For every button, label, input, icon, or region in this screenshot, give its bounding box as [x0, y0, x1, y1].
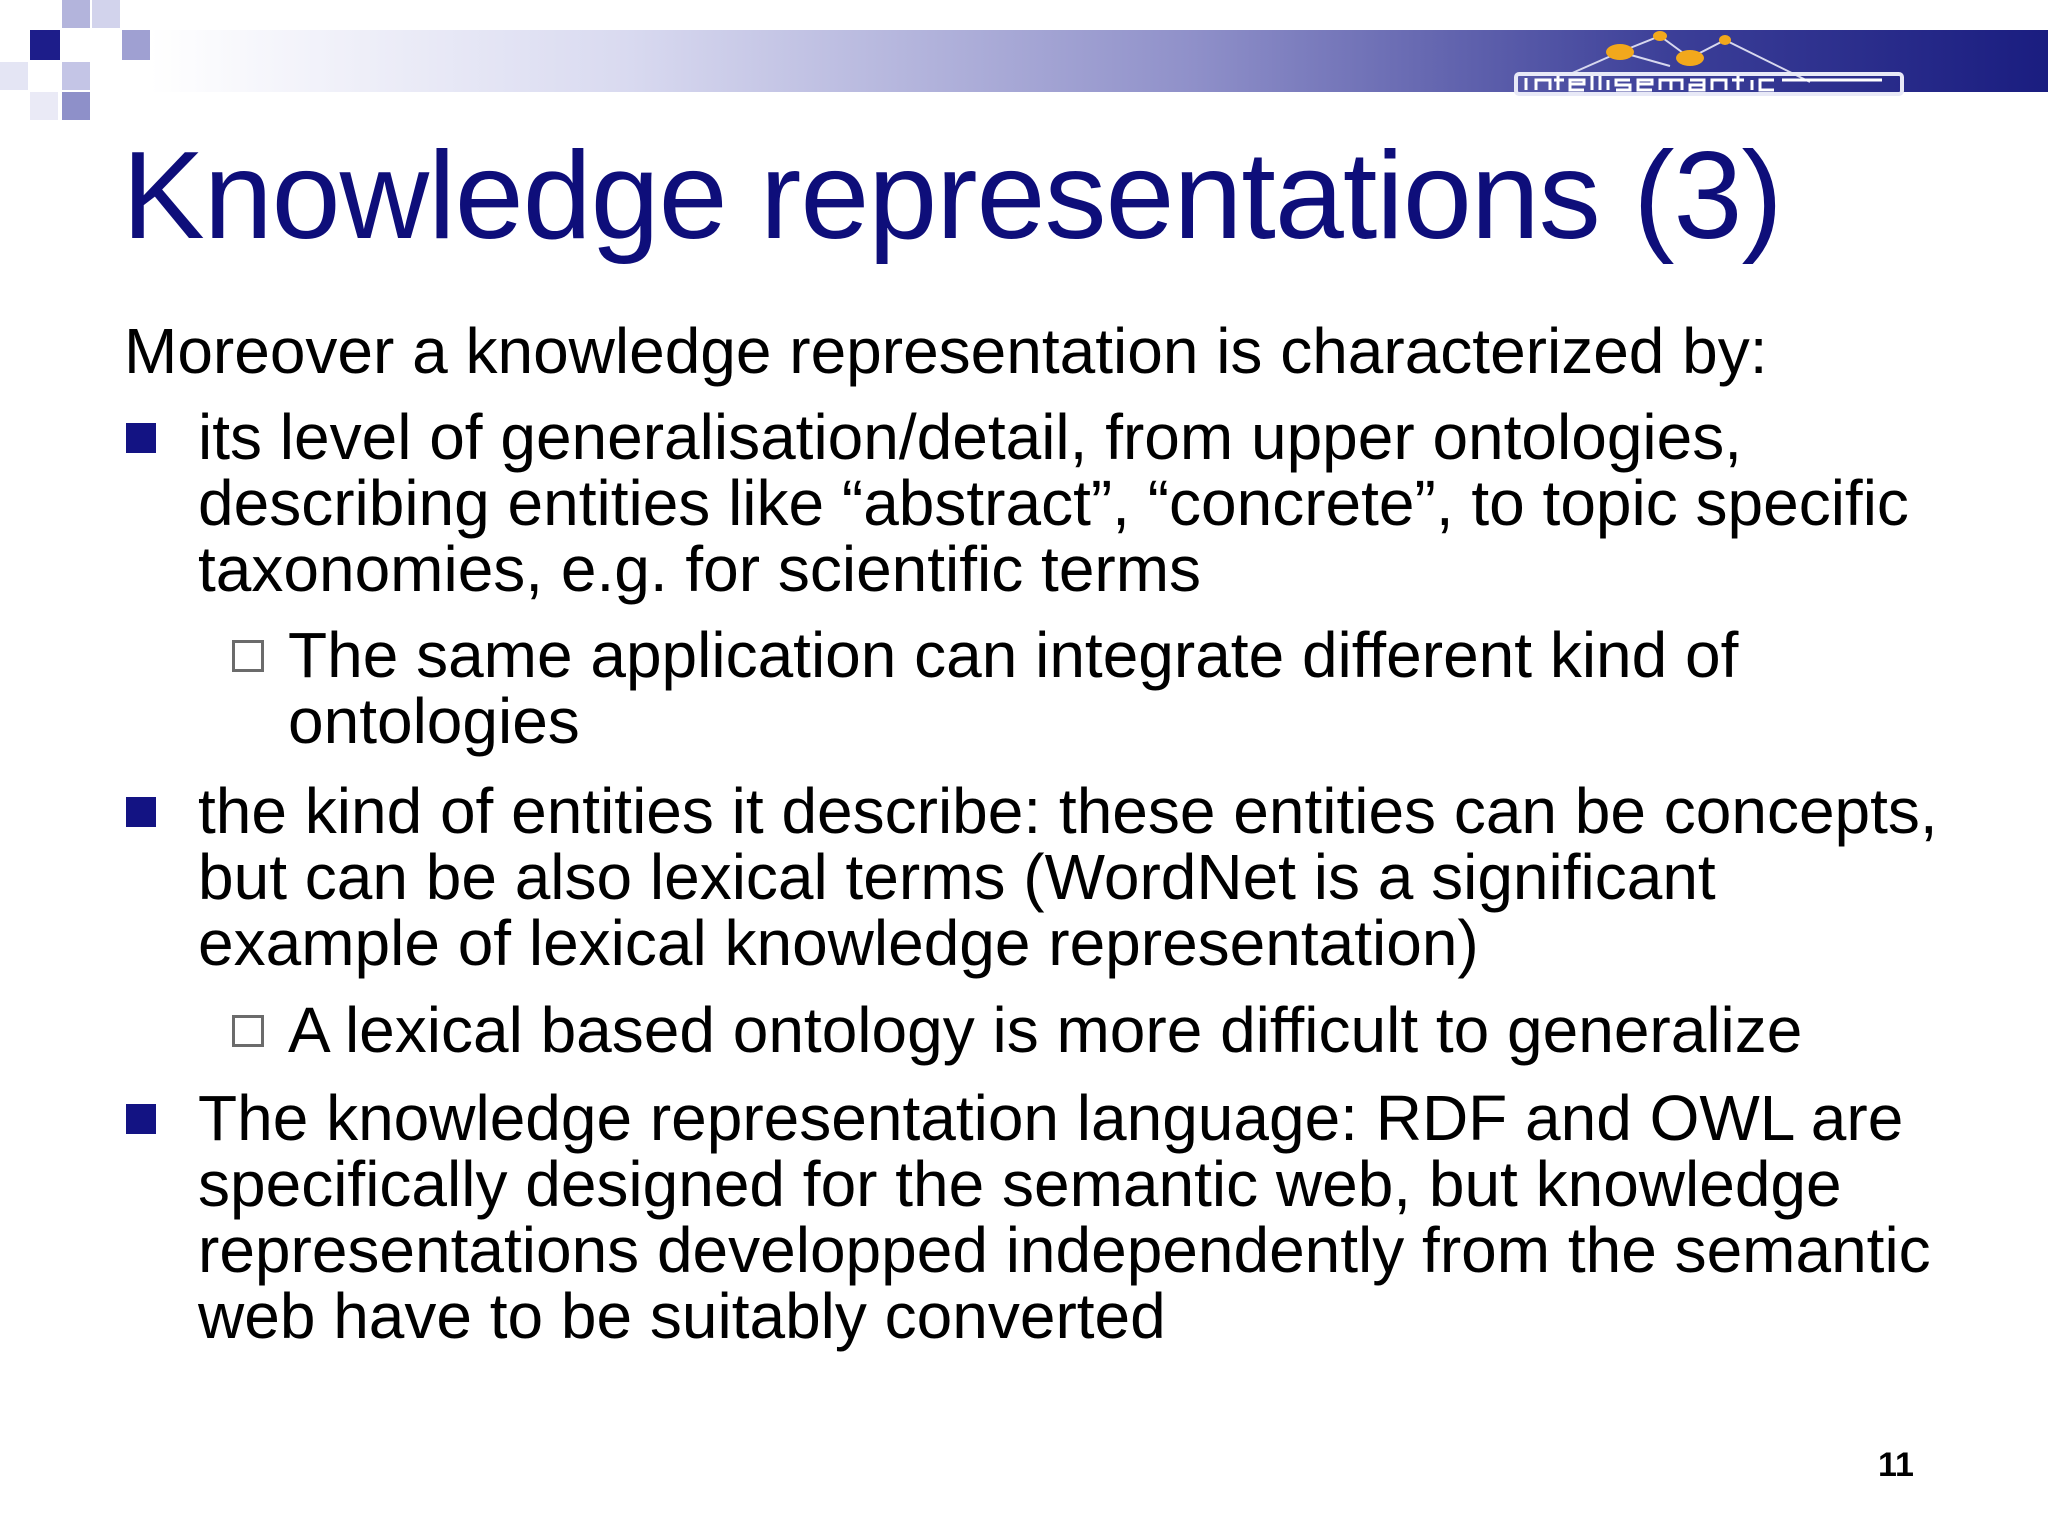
- intro-text: Moreover a knowledge representation is characterized by:: [124, 315, 1768, 387]
- corner-square-light: [62, 92, 90, 120]
- corner-square-light: [62, 0, 90, 28]
- corner-square-dark: [30, 30, 60, 60]
- filled-square-bullet-icon: [126, 423, 156, 453]
- sub-bullet-text: The same application can integrate different kind of ontologies: [288, 619, 1739, 757]
- corner-square-light: [92, 0, 120, 28]
- corner-square-light: [0, 62, 28, 90]
- filled-square-bullet-icon: [126, 797, 156, 827]
- intellisemantic-logo: [1510, 22, 1910, 100]
- bullet-text: its level of generalisation/detail, from upper ontologies, describing entities like “abstract”, “concrete”, to topic specific taxonomies, e.g. for scientific terms: [198, 401, 1909, 605]
- bullet-text: The knowledge representation language: RDF and OWL are specifically designed for the semantic web, but knowledge representations developped independently from the semantic web have to be suitably converted: [198, 1082, 1931, 1352]
- hollow-square-bullet-icon: [232, 1015, 264, 1047]
- sub-bullet-text: A lexical based ontology is more difficult to generalize: [288, 994, 1803, 1066]
- bullet-text: the kind of entities it describe: these entities can be concepts, but can be also lexical terms (WordNet is a significant example of lexical knowledge representation): [198, 775, 1938, 979]
- corner-square-light: [62, 62, 90, 90]
- page-number: 11: [1878, 1446, 1914, 1484]
- corner-square-light: [122, 30, 150, 60]
- slide-title: Knowledge representations (3): [122, 127, 1782, 265]
- hollow-square-bullet-icon: [232, 640, 264, 672]
- corner-square-light: [30, 92, 58, 120]
- filled-square-bullet-icon: [126, 1104, 156, 1134]
